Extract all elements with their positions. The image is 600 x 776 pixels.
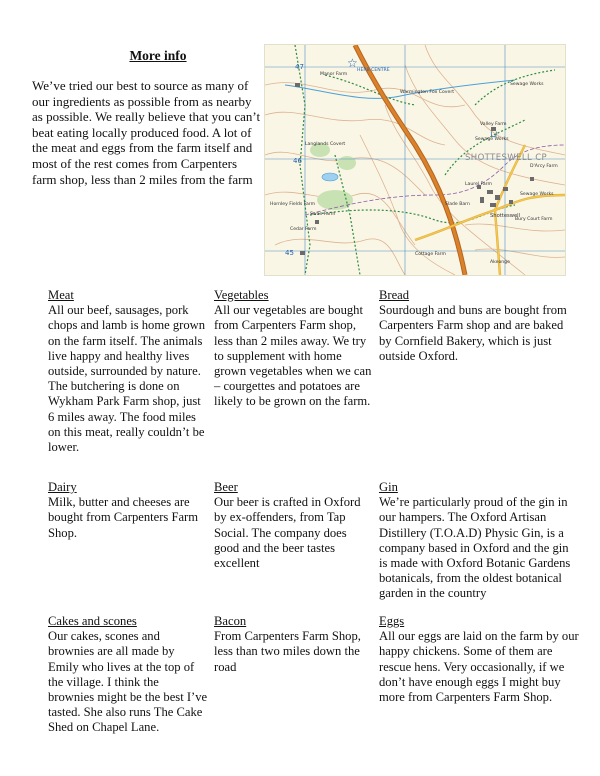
page-title: More info [129, 48, 187, 63]
section-bread [379, 288, 579, 364]
map-label-bury-court: Bury Court Farm [515, 217, 553, 222]
section-heading: Bacon [214, 614, 247, 628]
map-label-village: Shotteswell [490, 213, 521, 219]
map-label-swan-farm: Swan Farm [310, 212, 336, 217]
section-heading: Gin [379, 480, 398, 494]
map-main-road-casing [355, 45, 465, 275]
map-label-herb-centre: HERB CENTRE [357, 68, 390, 73]
map-label-parish: SHOTTESWELL CP [465, 153, 548, 163]
section-body: All our eggs are laid on the farm by our happy chickens. Some of them are rescue hens. Very occasionally, if we don’t have enough eggs I might buy more from Carpenters Farm Shop. [379, 629, 579, 705]
map-label-manor-farm: Manor Farm [320, 72, 348, 77]
map-label-langlands: Langlands Covert [305, 142, 346, 147]
map-pond [322, 173, 338, 181]
section-body: We’re particularly proud of the gin in our hampers. The Oxford Artisan Distillery (T.O.A.D) Physic Gin, is a company based in Oxford and the gin is made with Oxford Botanic Gardens botanicals, from the oldest botanical garden in the country [379, 495, 571, 601]
map-label-laurel-farm: Laurel Farm [465, 182, 492, 187]
section-heading: Dairy [48, 480, 77, 494]
map-label-akeonge: Akeonge [490, 260, 510, 265]
section-dairy [48, 480, 208, 541]
section-heading: Vegetables [214, 288, 269, 302]
u-turn-icon: ∪ [490, 129, 498, 139]
map-label-grid-46: 46 [293, 157, 302, 165]
section-gin [379, 480, 579, 602]
map-label-d-arcy: D'Arcy Farm [530, 164, 558, 169]
section-meat [48, 288, 208, 455]
section-body: Our beer is crafted in Oxford by ex-offenders, from Tap Social. The company does good and the beer tastes excellent [214, 495, 361, 571]
section-cakes-and-scones [48, 614, 208, 736]
location-map [264, 44, 566, 276]
map-label-slade-barn: Slade Barn [445, 202, 470, 207]
section-heading: Bread [379, 288, 410, 302]
map-label-valley-farm: Valley Farm [480, 122, 507, 127]
intro-block [32, 48, 262, 187]
map-label-sewage-works-1: Sewage Works [520, 192, 554, 197]
section-heading: Meat [48, 288, 74, 302]
section-body: Milk, butter and cheeses are bought from Carpenters Farm Shop. [48, 495, 199, 540]
map-label-sewage-works-3: Sewage Works [475, 137, 509, 142]
intro-paragraph: We’ve tried our best to source as many of our ingredients as possible from as nearby as possible. We really believe that you can’t beat eating locally produced food. A lot of the meat and eggs from the farm itself and most of the rest comes from Carpenters farm shop, less than 2 miles from the farm [32, 78, 261, 187]
section-body: From Carpenters Farm Shop, less than two miles down the road [214, 629, 361, 674]
section-heading: Cakes and scones [48, 614, 137, 628]
section-body: Our cakes, scones and brownies are all made by Emily who lives at the top of the village. I think the brownies might be the best I’ve tasted. She also runs The Cake Shed on Chapel Lane. [48, 629, 208, 735]
map-graphic [265, 45, 565, 275]
section-beer [214, 480, 374, 571]
map-label-hornley-fields: Hornley Fields Farm [270, 202, 316, 207]
map-label-sewage-works-2: Sewage Works [510, 82, 544, 87]
section-body: Sourdough and buns are bought from Carpenters Farm shop and are baked by Cornfield Bakery, which is just outside Oxford. [379, 303, 567, 363]
map-label-cottage-farm: Cottage Farm [415, 252, 446, 257]
map-label-warmington-fox: Warmington Fox Covert [400, 90, 455, 95]
map-label-grid-45: 45 [285, 249, 294, 257]
section-body: All our beef, sausages, pork chops and lamb is home grown on the farm itself. The animals live happy and healthy lives outside, surrounded by nature. The butchering is done on Wykham Park Farm shop, just 6 miles away. The food miles on this meat, really couldn’t be lower. [48, 303, 206, 455]
section-body: All our vegetables are bought from Carpenters Farm shop, less than 2 miles away. We try to supplement with home grown vegetables when we can – courgettes and potatoes are likely to be grown on the farm. [214, 303, 372, 409]
section-eggs [379, 614, 579, 705]
map-label-grid-47: 47 [295, 63, 304, 71]
section-heading: Beer [214, 480, 238, 494]
map-woodland [338, 156, 356, 170]
star-icon: ☆ [347, 56, 358, 70]
section-bacon [214, 614, 374, 675]
section-vegetables [214, 288, 374, 410]
map-label-cedar-farm: Cedar Farm [290, 227, 317, 232]
section-heading: Eggs [379, 614, 405, 628]
